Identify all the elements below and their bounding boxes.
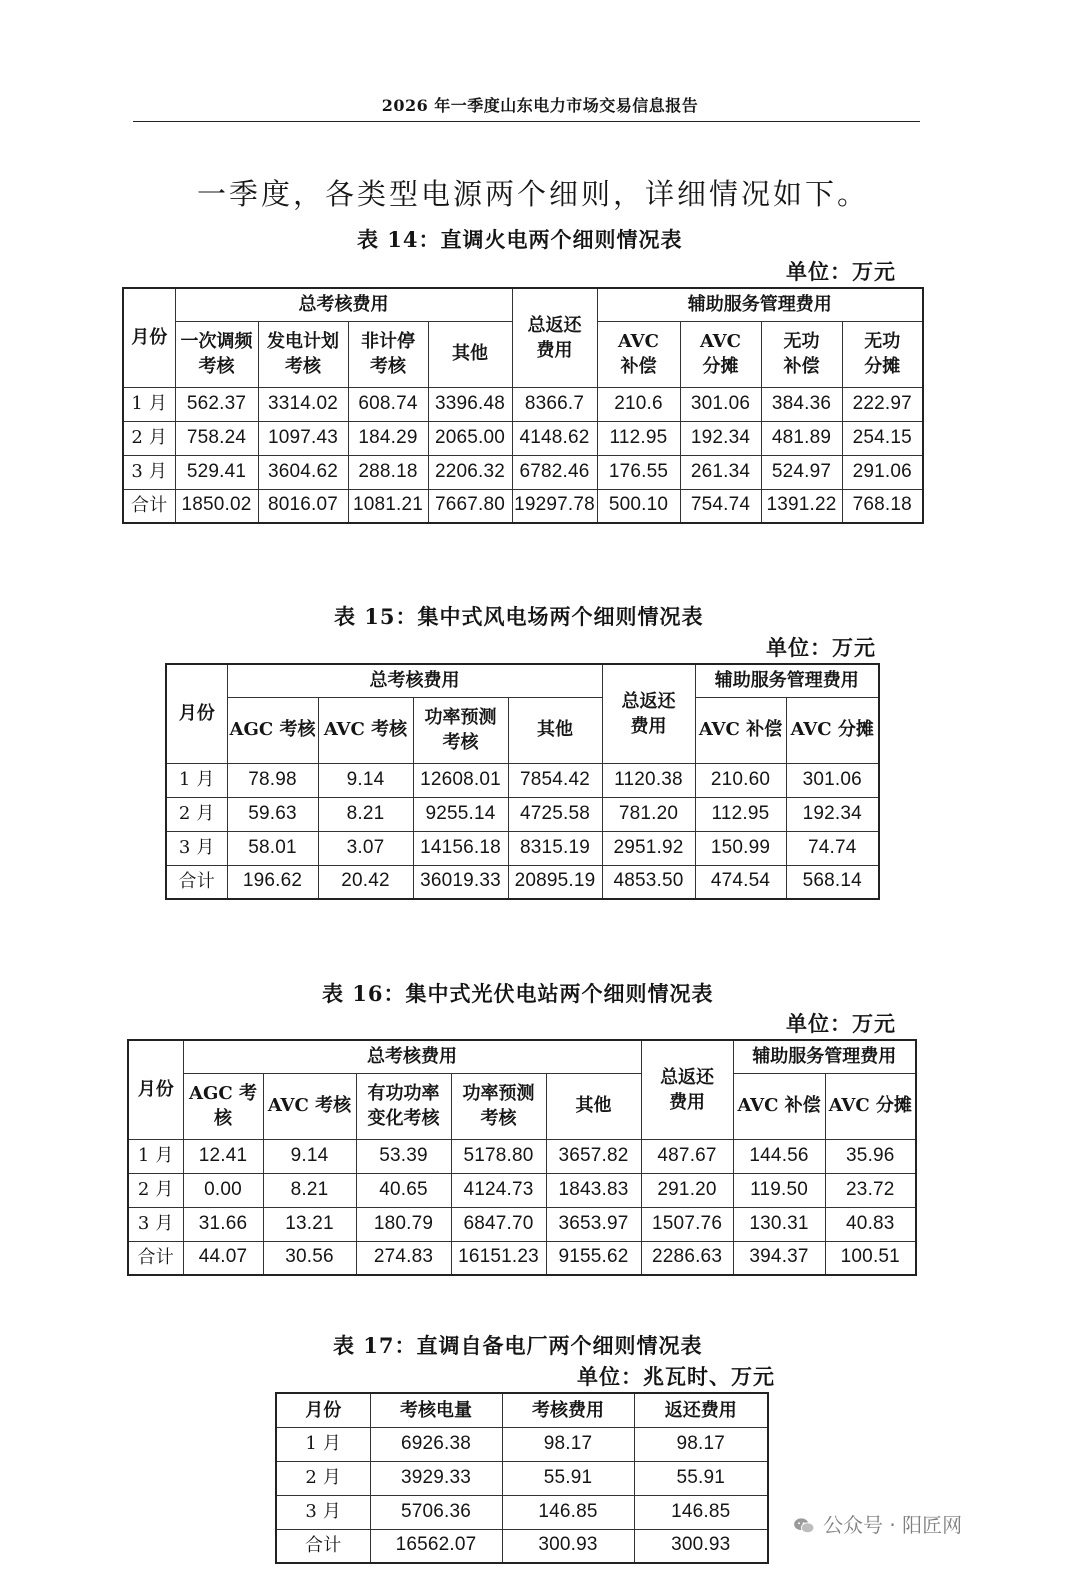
table15-body <box>166 763 879 899</box>
table14-col-header-label: AVC补偿 <box>618 330 659 377</box>
value-cell: 8016.07 <box>258 489 348 523</box>
value-cell: 7667.80 <box>428 489 512 523</box>
value-cell: 112.95 <box>695 797 786 831</box>
table17-unit: 单位：兆瓦时、万元 <box>577 1364 775 1389</box>
value-cell: 3657.82 <box>546 1139 641 1173</box>
table14-col-header-label: 一次调频考核 <box>180 330 253 377</box>
value-cell: 529.41 <box>175 455 258 489</box>
value-cell: 20.42 <box>318 865 413 899</box>
table16-col-header: AVC 考核 <box>263 1073 356 1139</box>
value-cell: 291.20 <box>641 1173 733 1207</box>
value-cell: 4725.58 <box>508 797 602 831</box>
value-cell: 192.34 <box>786 797 879 831</box>
value-cell: 291.06 <box>842 455 923 489</box>
table16-col-header: 其他 <box>546 1073 641 1139</box>
watermark <box>793 1509 962 1538</box>
table14-header-total-return-label: 总返还费用 <box>527 314 582 361</box>
table14-header-total-assessment: 总考核费用 <box>175 288 512 321</box>
value-cell: 3604.62 <box>258 455 348 489</box>
value-cell: 3396.48 <box>428 387 512 421</box>
table16-col-header-label: 有功功率变化考核 <box>367 1082 440 1129</box>
value-cell: 562.37 <box>175 387 258 421</box>
table16-header-total-return <box>641 1040 733 1139</box>
table15-col-header: AGC 考核 <box>227 697 318 763</box>
table16-col-header <box>451 1073 546 1139</box>
value-cell: 184.29 <box>348 421 428 455</box>
watermark-text: 公众号 · 阳匠网 <box>823 1513 963 1537</box>
table16-col-header <box>356 1073 451 1139</box>
intro-paragraph: 一季度，各类型电源两个细则，详细情况如下。 <box>197 177 870 211</box>
value-cell: 196.62 <box>227 865 318 899</box>
value-cell: 301.06 <box>680 387 761 421</box>
value-cell: 2286.63 <box>641 1241 733 1275</box>
table17-body <box>276 1427 768 1563</box>
row-label-cell: 3 月 <box>123 455 175 489</box>
value-cell: 768.18 <box>842 489 923 523</box>
value-cell: 474.54 <box>695 865 786 899</box>
value-cell: 481.89 <box>761 421 842 455</box>
value-cell: 301.06 <box>786 763 879 797</box>
value-cell: 222.97 <box>842 387 923 421</box>
table-row <box>128 1207 916 1241</box>
table14-col-header <box>842 321 923 387</box>
table15-col-header: AVC 补偿 <box>695 697 786 763</box>
table-row <box>276 1529 768 1563</box>
value-cell: 3314.02 <box>258 387 348 421</box>
table-row <box>128 1139 916 1173</box>
value-cell: 19297.78 <box>512 489 597 523</box>
value-cell: 608.74 <box>348 387 428 421</box>
table-row <box>128 1173 916 1207</box>
table14-caption: 表 14：直调火电两个细则情况表 <box>357 227 683 252</box>
value-cell: 9155.62 <box>546 1241 641 1275</box>
table14 <box>122 287 924 524</box>
value-cell: 55.91 <box>502 1461 634 1495</box>
table16-col-header: AGC 考核 <box>183 1073 263 1139</box>
table17-col-header: 返还费用 <box>634 1393 768 1427</box>
value-cell: 14156.18 <box>413 831 508 865</box>
value-cell: 8366.7 <box>512 387 597 421</box>
table14-header-aux-service: 辅助服务管理费用 <box>597 288 923 321</box>
value-cell: 1850.02 <box>175 489 258 523</box>
table16-unit: 单位：万元 <box>786 1011 896 1036</box>
value-cell: 180.79 <box>356 1207 451 1241</box>
value-cell: 30.56 <box>263 1241 356 1275</box>
value-cell: 100.51 <box>825 1241 916 1275</box>
value-cell: 16151.23 <box>451 1241 546 1275</box>
table14-header-total-return <box>512 288 597 387</box>
value-cell: 1391.22 <box>761 489 842 523</box>
value-cell: 176.55 <box>597 455 680 489</box>
value-cell: 6782.46 <box>512 455 597 489</box>
table14-col-header-label: 发电计划考核 <box>267 330 339 377</box>
table-row <box>276 1461 768 1495</box>
value-cell: 4853.50 <box>602 865 695 899</box>
value-cell: 254.15 <box>842 421 923 455</box>
table-row <box>123 489 923 523</box>
table15-col-header: AVC 考核 <box>318 697 413 763</box>
table-row <box>123 387 923 421</box>
value-cell: 261.34 <box>680 455 761 489</box>
table14-col-header <box>258 321 348 387</box>
table15-col-header: AVC 分摊 <box>786 697 879 763</box>
row-label-cell: 2 月 <box>128 1173 183 1207</box>
table-row <box>166 865 879 899</box>
value-cell: 288.18 <box>348 455 428 489</box>
table17-col-header: 考核电量 <box>370 1393 502 1427</box>
value-cell: 3653.97 <box>546 1207 641 1241</box>
table14-body <box>123 387 923 523</box>
row-label-cell: 合计 <box>276 1529 370 1563</box>
value-cell: 1097.43 <box>258 421 348 455</box>
value-cell: 8.21 <box>263 1173 356 1207</box>
value-cell: 59.63 <box>227 797 318 831</box>
value-cell: 12.41 <box>183 1139 263 1173</box>
table14-col-header-label: AVC分摊 <box>700 330 741 377</box>
table-row <box>276 1495 768 1529</box>
table-row <box>166 763 879 797</box>
value-cell: 9255.14 <box>413 797 508 831</box>
value-cell: 4124.73 <box>451 1173 546 1207</box>
value-cell: 394.37 <box>733 1241 825 1275</box>
row-label-cell: 3 月 <box>128 1207 183 1241</box>
value-cell: 16562.07 <box>370 1529 502 1563</box>
row-label-cell: 3 月 <box>276 1495 370 1529</box>
value-cell: 35.96 <box>825 1139 916 1173</box>
value-cell: 36019.33 <box>413 865 508 899</box>
table15-col-header-label: 功率预测考核 <box>424 706 497 753</box>
value-cell: 192.34 <box>680 421 761 455</box>
table14-col-header-label: 非计停考核 <box>361 330 415 377</box>
value-cell: 1507.76 <box>641 1207 733 1241</box>
value-cell: 5706.36 <box>370 1495 502 1529</box>
value-cell: 8.21 <box>318 797 413 831</box>
table16-header-total-return-label: 总返还费用 <box>660 1066 715 1113</box>
value-cell: 6926.38 <box>370 1427 502 1461</box>
table15-header-aux-service: 辅助服务管理费用 <box>695 664 879 697</box>
table14-header-month: 月份 <box>123 288 175 387</box>
table-row <box>128 1241 916 1275</box>
table16 <box>127 1039 917 1276</box>
value-cell: 98.17 <box>502 1427 634 1461</box>
table14-col-header: 其他 <box>428 321 512 387</box>
value-cell: 98.17 <box>634 1427 768 1461</box>
table17-col-header: 月份 <box>276 1393 370 1427</box>
value-cell: 40.83 <box>825 1207 916 1241</box>
table15-header-total-return <box>602 664 695 763</box>
table14-col-header <box>680 321 761 387</box>
value-cell: 13.21 <box>263 1207 356 1241</box>
value-cell: 500.10 <box>597 489 680 523</box>
value-cell: 754.74 <box>680 489 761 523</box>
header-divider <box>133 121 920 122</box>
table15 <box>165 663 880 900</box>
value-cell: 20895.19 <box>508 865 602 899</box>
value-cell: 524.97 <box>761 455 842 489</box>
value-cell: 1120.38 <box>602 763 695 797</box>
table15-col-header <box>413 697 508 763</box>
value-cell: 31.66 <box>183 1207 263 1241</box>
table14-col-header-label: 无功分摊 <box>864 330 901 377</box>
value-cell: 112.95 <box>597 421 680 455</box>
value-cell: 210.60 <box>695 763 786 797</box>
value-cell: 2065.00 <box>428 421 512 455</box>
value-cell: 210.6 <box>597 387 680 421</box>
table14-col-header <box>597 321 680 387</box>
value-cell: 44.07 <box>183 1241 263 1275</box>
table16-col-header: AVC 补偿 <box>733 1073 825 1139</box>
value-cell: 146.85 <box>634 1495 768 1529</box>
table17-caption: 表 17：直调自备电厂两个细则情况表 <box>333 1333 703 1358</box>
value-cell: 74.74 <box>786 831 879 865</box>
value-cell: 384.36 <box>761 387 842 421</box>
row-label-cell: 2 月 <box>166 797 227 831</box>
table15-header-total-return-label: 总返还费用 <box>621 690 676 737</box>
row-label-cell: 2 月 <box>123 421 175 455</box>
value-cell: 150.99 <box>695 831 786 865</box>
table16-header-total-assessment: 总考核费用 <box>183 1040 641 1073</box>
table14-col-header <box>175 321 258 387</box>
table15-unit: 单位：万元 <box>766 635 876 660</box>
value-cell: 53.39 <box>356 1139 451 1173</box>
table16-col-header-label: 功率预测考核 <box>462 1082 535 1129</box>
row-label-cell: 2 月 <box>276 1461 370 1495</box>
row-label-cell: 1 月 <box>276 1427 370 1461</box>
value-cell: 2206.32 <box>428 455 512 489</box>
value-cell: 0.00 <box>183 1173 263 1207</box>
value-cell: 78.98 <box>227 763 318 797</box>
value-cell: 9.14 <box>318 763 413 797</box>
table-row <box>166 797 879 831</box>
value-cell: 6847.70 <box>451 1207 546 1241</box>
row-label-cell: 合计 <box>123 489 175 523</box>
value-cell: 144.56 <box>733 1139 825 1173</box>
table14-col-header-label: 无功补偿 <box>783 330 820 377</box>
table16-header-aux-service: 辅助服务管理费用 <box>733 1040 916 1073</box>
row-label-cell: 1 月 <box>123 387 175 421</box>
value-cell: 40.65 <box>356 1173 451 1207</box>
table15-header-month: 月份 <box>166 664 227 763</box>
value-cell: 9.14 <box>263 1139 356 1173</box>
value-cell: 23.72 <box>825 1173 916 1207</box>
value-cell: 7854.42 <box>508 763 602 797</box>
row-label-cell: 1 月 <box>128 1139 183 1173</box>
row-label-cell: 合计 <box>128 1241 183 1275</box>
value-cell: 274.83 <box>356 1241 451 1275</box>
value-cell: 146.85 <box>502 1495 634 1529</box>
table16-body <box>128 1139 916 1275</box>
row-label-cell: 1 月 <box>166 763 227 797</box>
row-label-cell: 3 月 <box>166 831 227 865</box>
value-cell: 3.07 <box>318 831 413 865</box>
value-cell: 8315.19 <box>508 831 602 865</box>
value-cell: 2951.92 <box>602 831 695 865</box>
table15-caption: 表 15：集中式风电场两个细则情况表 <box>334 604 704 629</box>
value-cell: 3929.33 <box>370 1461 502 1495</box>
value-cell: 487.67 <box>641 1139 733 1173</box>
value-cell: 130.31 <box>733 1207 825 1241</box>
table16-caption: 表 16：集中式光伏电站两个细则情况表 <box>322 981 714 1006</box>
table14-unit: 单位：万元 <box>786 259 896 284</box>
table-row <box>123 421 923 455</box>
table15-col-header: 其他 <box>508 697 602 763</box>
value-cell: 568.14 <box>786 865 879 899</box>
table-row <box>123 455 923 489</box>
table16-header-month: 月份 <box>128 1040 183 1139</box>
value-cell: 300.93 <box>634 1529 768 1563</box>
row-label-cell: 合计 <box>166 865 227 899</box>
table-row <box>166 831 879 865</box>
table-row <box>276 1427 768 1461</box>
value-cell: 119.50 <box>733 1173 825 1207</box>
wechat-icon <box>793 1517 815 1535</box>
value-cell: 1081.21 <box>348 489 428 523</box>
value-cell: 4148.62 <box>512 421 597 455</box>
table14-col-header <box>761 321 842 387</box>
value-cell: 58.01 <box>227 831 318 865</box>
table16-col-header: AVC 分摊 <box>825 1073 916 1139</box>
value-cell: 1843.83 <box>546 1173 641 1207</box>
value-cell: 781.20 <box>602 797 695 831</box>
table15-header-total-assessment: 总考核费用 <box>227 664 602 697</box>
value-cell: 5178.80 <box>451 1139 546 1173</box>
value-cell: 55.91 <box>634 1461 768 1495</box>
table17 <box>275 1392 769 1564</box>
table17-col-header: 考核费用 <box>502 1393 634 1427</box>
value-cell: 758.24 <box>175 421 258 455</box>
value-cell: 12608.01 <box>413 763 508 797</box>
table14-col-header <box>348 321 428 387</box>
value-cell: 300.93 <box>502 1529 634 1563</box>
report-header-title: 2026 年一季度山东电力市场交易信息报告 <box>381 96 699 115</box>
